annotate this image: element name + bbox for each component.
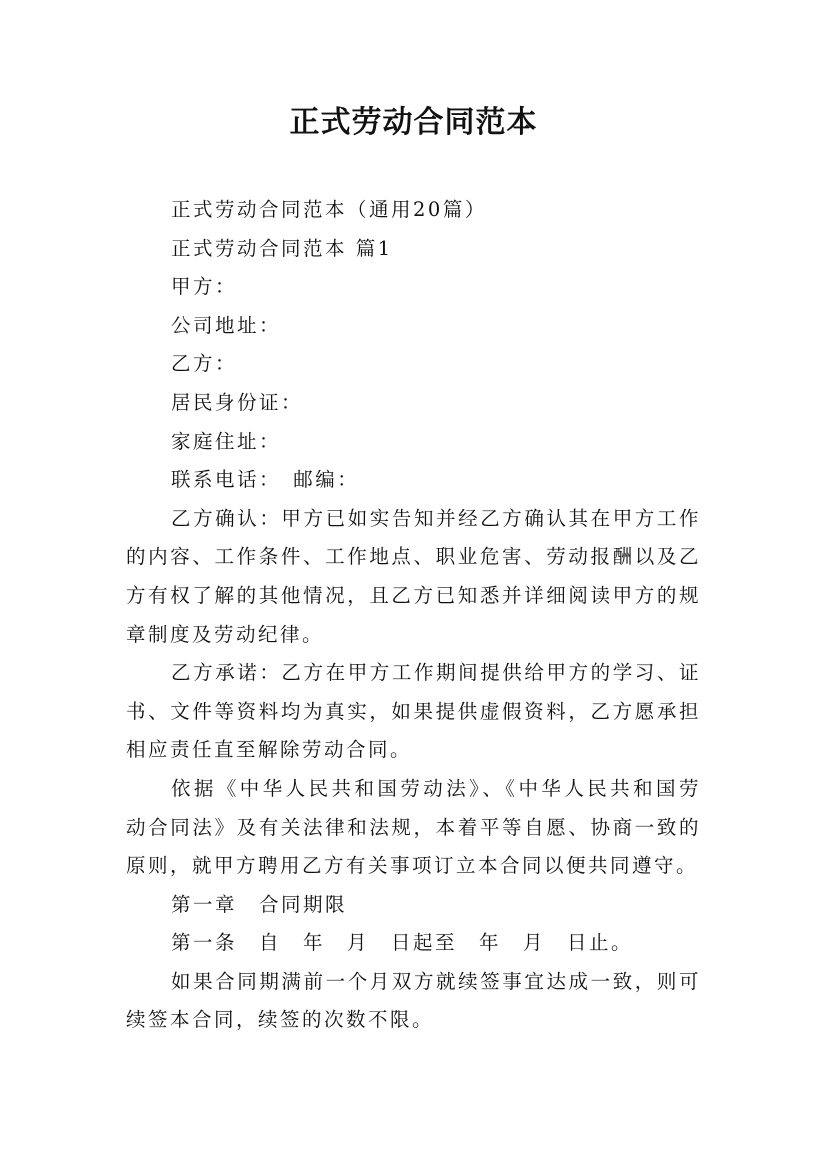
phone-postcode-field: 联系电话： 邮编： — [171, 468, 360, 492]
id-card-field: 居民身份证： — [171, 390, 304, 414]
party-b-field: 乙方： — [171, 352, 238, 376]
paragraph-confirmation: 乙方确认：甲方已如实告知并经乙方确认其在甲方工作的内容、工作条件、工作地点、职业危害、劳动报酬以及乙方有权了解的其他情况，且乙方已知悉并详细阅读甲方的规章制度及劳动纪律。 — [126, 506, 701, 646]
party-a-field: 甲方： — [171, 275, 238, 299]
section-heading: 正式劳动合同范本 篇1 — [171, 236, 393, 260]
home-address-field: 家庭住址： — [171, 429, 282, 453]
company-address-field: 公司地址： — [171, 313, 282, 337]
document-body — [126, 191, 701, 1040]
article-1: 第一条 自 年 月 日起至 年 月 日止。 — [171, 931, 634, 955]
chapter-heading: 第一章 合同期限 — [171, 892, 348, 916]
paragraph-legal-basis: 依据《中华人民共和国劳动法》、《中华人民共和国劳动合同法》及有关法律和法规，本着平等自愿、协商一致的原则，就甲方聘用乙方有关事项订立本合同以便共同遵守。 — [126, 776, 701, 878]
paragraph-commitment: 乙方承诺：乙方在甲方工作期间提供给甲方的学习、证书、文件等资料均为真实，如果提供虚假资料，乙方愿承担相应责任直至解除劳动合同。 — [126, 661, 701, 762]
document-title: 正式劳动合同范本 — [289, 105, 538, 140]
subtitle-line: 正式劳动合同范本（通用20篇） — [171, 198, 487, 221]
paragraph-renewal: 如果合同期满前一个月双方就续签事宜达成一致，则可续签本合同，续签的次数不限。 — [126, 969, 701, 1032]
